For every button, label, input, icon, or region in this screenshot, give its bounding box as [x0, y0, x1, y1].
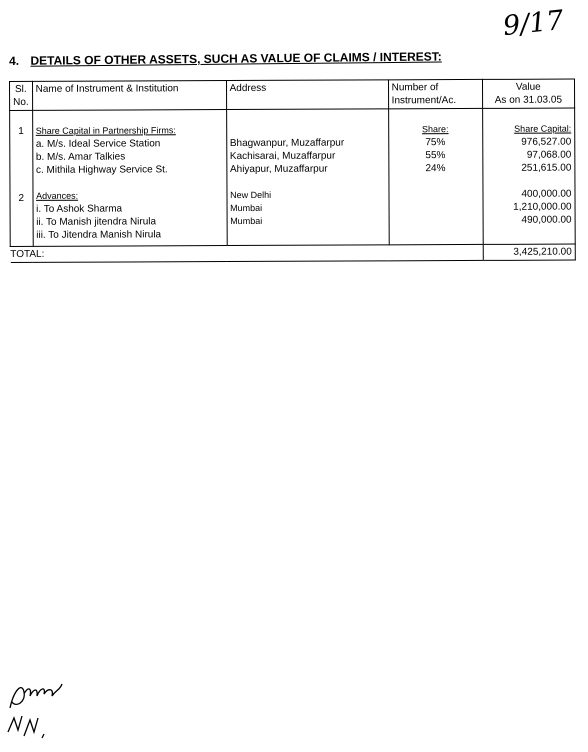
list-item: 400,000.00: [521, 188, 572, 200]
body-sl-cell: [10, 110, 33, 246]
share-heading: Share:: [421, 124, 449, 135]
body-value-cell: [482, 108, 575, 244]
header-name: Name of Instrument & Institution: [32, 81, 226, 111]
list-item: Mumbai: [230, 202, 263, 214]
sl-1: 1: [18, 125, 24, 137]
list-item: a. M/s. Ideal Service Station: [35, 138, 161, 150]
body-name-cell: [32, 110, 227, 247]
section-number: 4.: [9, 53, 20, 68]
list-item: ii. To Manish jitendra Nirula: [36, 216, 157, 228]
list-item: Mumbai: [230, 215, 263, 227]
list-item: New Delhi: [230, 189, 272, 201]
list-item: c. Mithila Highway Service St.: [35, 164, 168, 176]
total-label: TOTAL:: [10, 244, 483, 262]
total-value: 3,425,210.00: [483, 244, 576, 260]
handwritten-signature: [2, 668, 72, 750]
list-item: 24%: [425, 163, 446, 175]
list-item: 1,210,000.00: [513, 201, 572, 213]
section-title: DETAILS OF OTHER ASSETS, SUCH AS VALUE OF CLAIMS / INTEREST:: [30, 49, 442, 68]
header-sl: Sl. No.: [10, 81, 33, 110]
sl-2: 2: [18, 192, 25, 204]
group2-heading: Advances:: [36, 190, 79, 201]
header-value: Value As on 31.03.05: [482, 79, 575, 108]
list-item: i. To Ashok Sharma: [36, 203, 123, 215]
group1-heading: Share Capital in Partnership Firms:: [35, 125, 176, 136]
list-item: Ahiyapur, Muzaffarpur: [229, 163, 328, 176]
header-number: Number of Instrument/Ac.: [388, 79, 482, 108]
list-item: b. M/s. Amar Talkies: [35, 151, 126, 163]
header-address: Address: [226, 80, 388, 110]
list-item: 55%: [425, 150, 446, 162]
list-item: 97,068.00: [526, 149, 572, 161]
list-item: Bhagwanpur, Muzaffarpur: [229, 137, 345, 150]
assets-table: [9, 79, 576, 263]
list-item: 75%: [425, 137, 446, 149]
table-body-row: [10, 108, 576, 246]
list-item: 251,615.00: [521, 162, 572, 174]
share-capital-heading: Share Capital:: [514, 123, 572, 134]
table-header-row: [10, 79, 575, 110]
section-heading: [9, 49, 442, 68]
page-number: 9/17: [501, 4, 566, 43]
list-item: iii. To Jitendra Manish Nirula: [36, 229, 162, 241]
body-address-cell: [226, 109, 389, 246]
body-number-cell: [388, 108, 483, 244]
list-item: Kachisarai, Muzaffarpur: [229, 150, 336, 163]
list-item: 490,000.00: [521, 214, 572, 226]
list-item: 976,527.00: [521, 136, 572, 148]
total-row: [10, 244, 575, 262]
